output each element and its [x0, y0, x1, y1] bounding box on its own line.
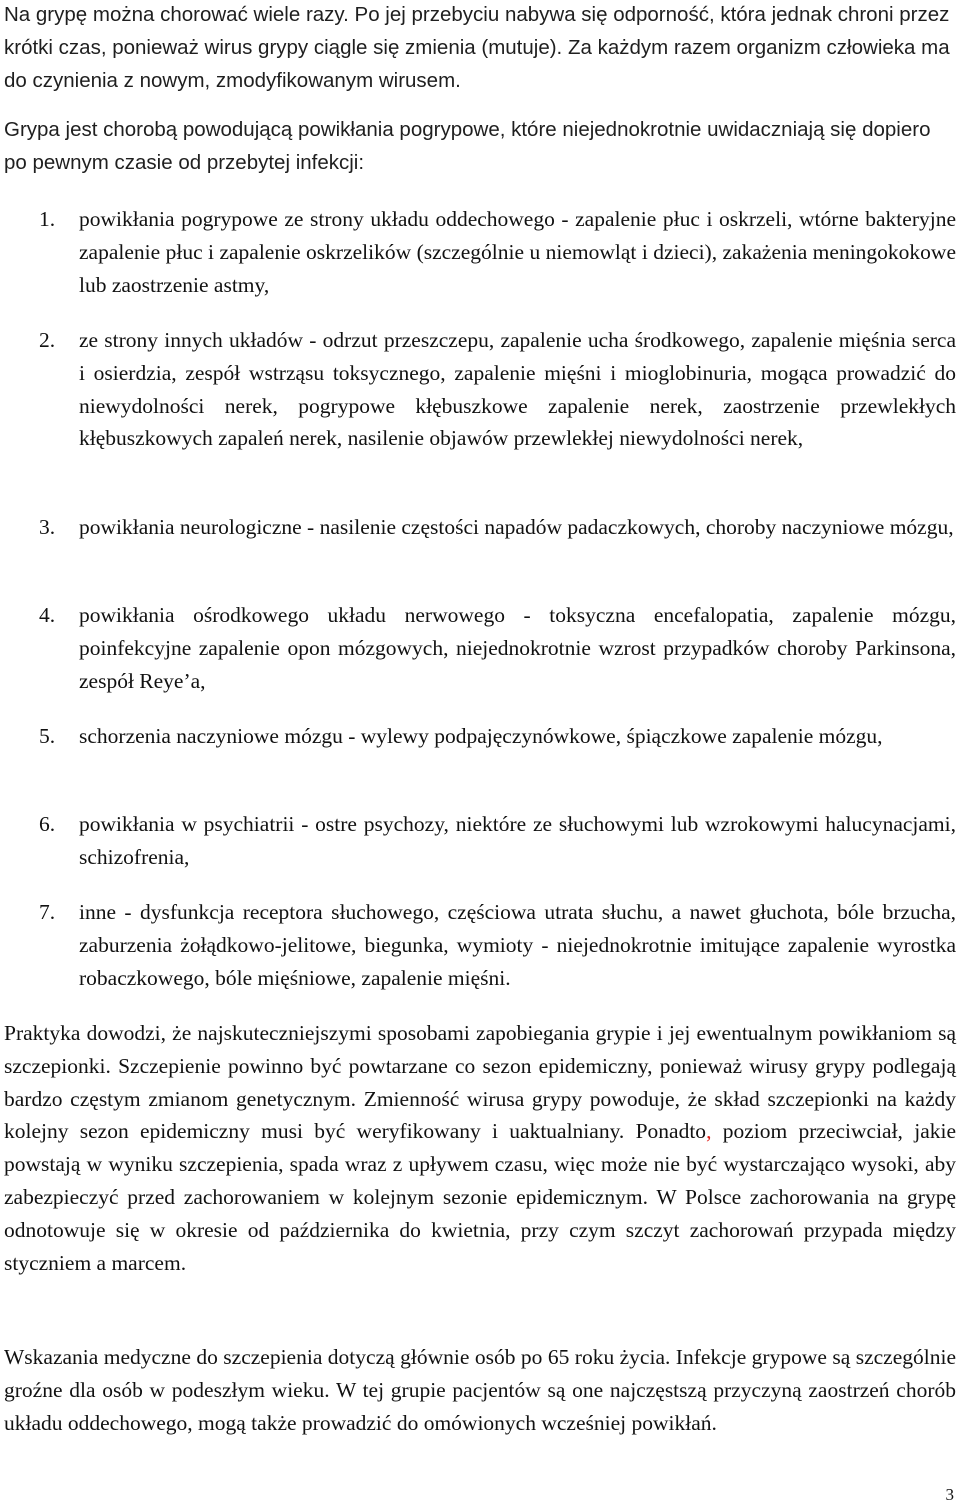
complications-list-3: [0, 511, 956, 544]
complications-list-7: [0, 896, 956, 994]
complications-list-5: [0, 720, 956, 753]
list-item: [0, 324, 956, 455]
list-item-number: 7.: [39, 900, 56, 924]
list-item-text: powikłania neurologiczne - nasilenie częstości napadów padaczkowych, choroby naczyniowe mózgu,: [79, 515, 954, 539]
red-comma: ,: [706, 1119, 712, 1144]
prevention-paragraph: [4, 1017, 956, 1279]
list-item: [0, 599, 956, 697]
intro-paragraph-reinfection: Na grypę można chorować wiele razy. Po jej przebyciu nabywa się odporność, która jednak chroni przez krótki czas, ponieważ wirus grypy ciągle się zmienia (mutuje). Za każdym razem organizm człowieka ma do czynienia z nowym, zmodyfikowanym wirusem.: [4, 3, 950, 92]
list-item-number: 5.: [39, 724, 56, 748]
complications-list-2: [0, 324, 956, 455]
list-item-text: powikłania pogrypowe ze strony układu oddechowego - zapalenie płuc i oskrzeli, wtórne bakteryjne zapalenie płuc i zapalenie oskrzelików (szczególnie u niemowląt i dzieci), zakażenia meningokokowe lub zaostrzenie astmy,: [79, 207, 956, 297]
list-item: [0, 511, 956, 544]
list-item-text: ze strony innych układów - odrzut przeszczepu, zapalenie ucha środkowego, zapalenie mięśnia serca i osierdzia, zespół wstrząsu toksycznego, zapalenie mięśni i mioglobinuria, mogąca prowadzić do niewydolności nerek, pogrypowe kłębuszkowe zapalenie nerek, zaostrzenie przewlekłych kłębuszkowych zapaleń nerek, nasilenie objawów przewlekłej niewydolności nerek,: [79, 328, 956, 451]
list-item: [0, 203, 956, 301]
list-item-number: 6.: [39, 812, 56, 836]
list-item-text: inne - dysfunkcja receptora słuchowego, częściowa utrata słuchu, a nawet głuchota, bóle brzucha, zaburzenia żołądkowo-jelitowe, biegunka, wymioty - niejednokrotnie imitujące zapalenie wyrostka robaczkowego, bóle mięśniowe, zapalenie mięśni.: [79, 900, 956, 990]
list-item-number: 2.: [39, 328, 56, 352]
list-item-text: powikłania w psychiatrii - ostre psychozy, niektóre ze słuchowymi lub wzrokowymi halucynacjami, schizofrenia,: [79, 812, 956, 869]
complications-list: [0, 203, 956, 301]
list-item: [0, 720, 956, 753]
complications-list-6: [0, 808, 956, 874]
list-item-number: 4.: [39, 603, 56, 627]
indications-paragraph: Wskazania medyczne do szczepienia dotyczą głównie osób po 65 roku życia. Infekcje grypowe są szczególnie groźne dla osób w podeszłym wieku. W tej grupie pacjentów są one najczęstszą przyczyną zaostrzeń chorób układu oddechowego, mogą także prowadzić do omówionych wcześniej powikłań.: [4, 1345, 956, 1435]
complications-list-4: [0, 599, 956, 697]
list-item: [0, 896, 956, 994]
intro-paragraph-complications: Grypa jest chorobą powodującą powikłania pogrypowe, które niejednokrotnie uwidaczniają się dopiero po pewnym czasie od przebytej infekcji:: [4, 118, 931, 174]
list-item-text: powikłania ośrodkowego układu nerwowego - toksyczna encefalopatia, zapalenie mózgu, poinfekcyjne zapalenie opon mózgowych, niejednokrotnie wzrost przypadków choroby Parkinsona, zespół Reye’a,: [79, 603, 956, 693]
list-item-number: 3.: [39, 515, 56, 539]
prevention-text-part-2: poziom przeciwciał, jakie powstają w wyniku szczepienia, spada wraz z upływem czasu, więc może nie być wystarczająco wysoki, aby zabezpieczyć przed zachorowaniem w kolejnym sezonie epidemicznym. W Polsce zachorowania na grypę odnotowuje się w okresie od października do kwietnia, przy czym szczyt zachorowań przypada między styczniem a marcem.: [4, 1119, 957, 1275]
list-item: [0, 808, 956, 874]
page-number: 3: [945, 1485, 954, 1504]
list-item-number: 1.: [39, 207, 56, 231]
prevention-text-part-1: Praktyka dowodzi, że najskuteczniejszymi sposobami zapobiegania grypie i jej ewentualnym powikłaniom są szczepionki. Szczepienie powinno być powtarzane co sezon epidemiczny, ponieważ wirusy grypy podlegają bardzo częstym zmianom genetycznym. Zmienność wirusa grypy powoduje, że skład szczepionki na każdy kolejny sezon epidemiczny musi być weryfikowany i uaktualniany. Ponadto: [4, 1021, 956, 1144]
list-item-text: schorzenia naczyniowe mózgu - wylewy podpajęczynówkowe, śpiączkowe zapalenie mózgu,: [79, 724, 883, 748]
